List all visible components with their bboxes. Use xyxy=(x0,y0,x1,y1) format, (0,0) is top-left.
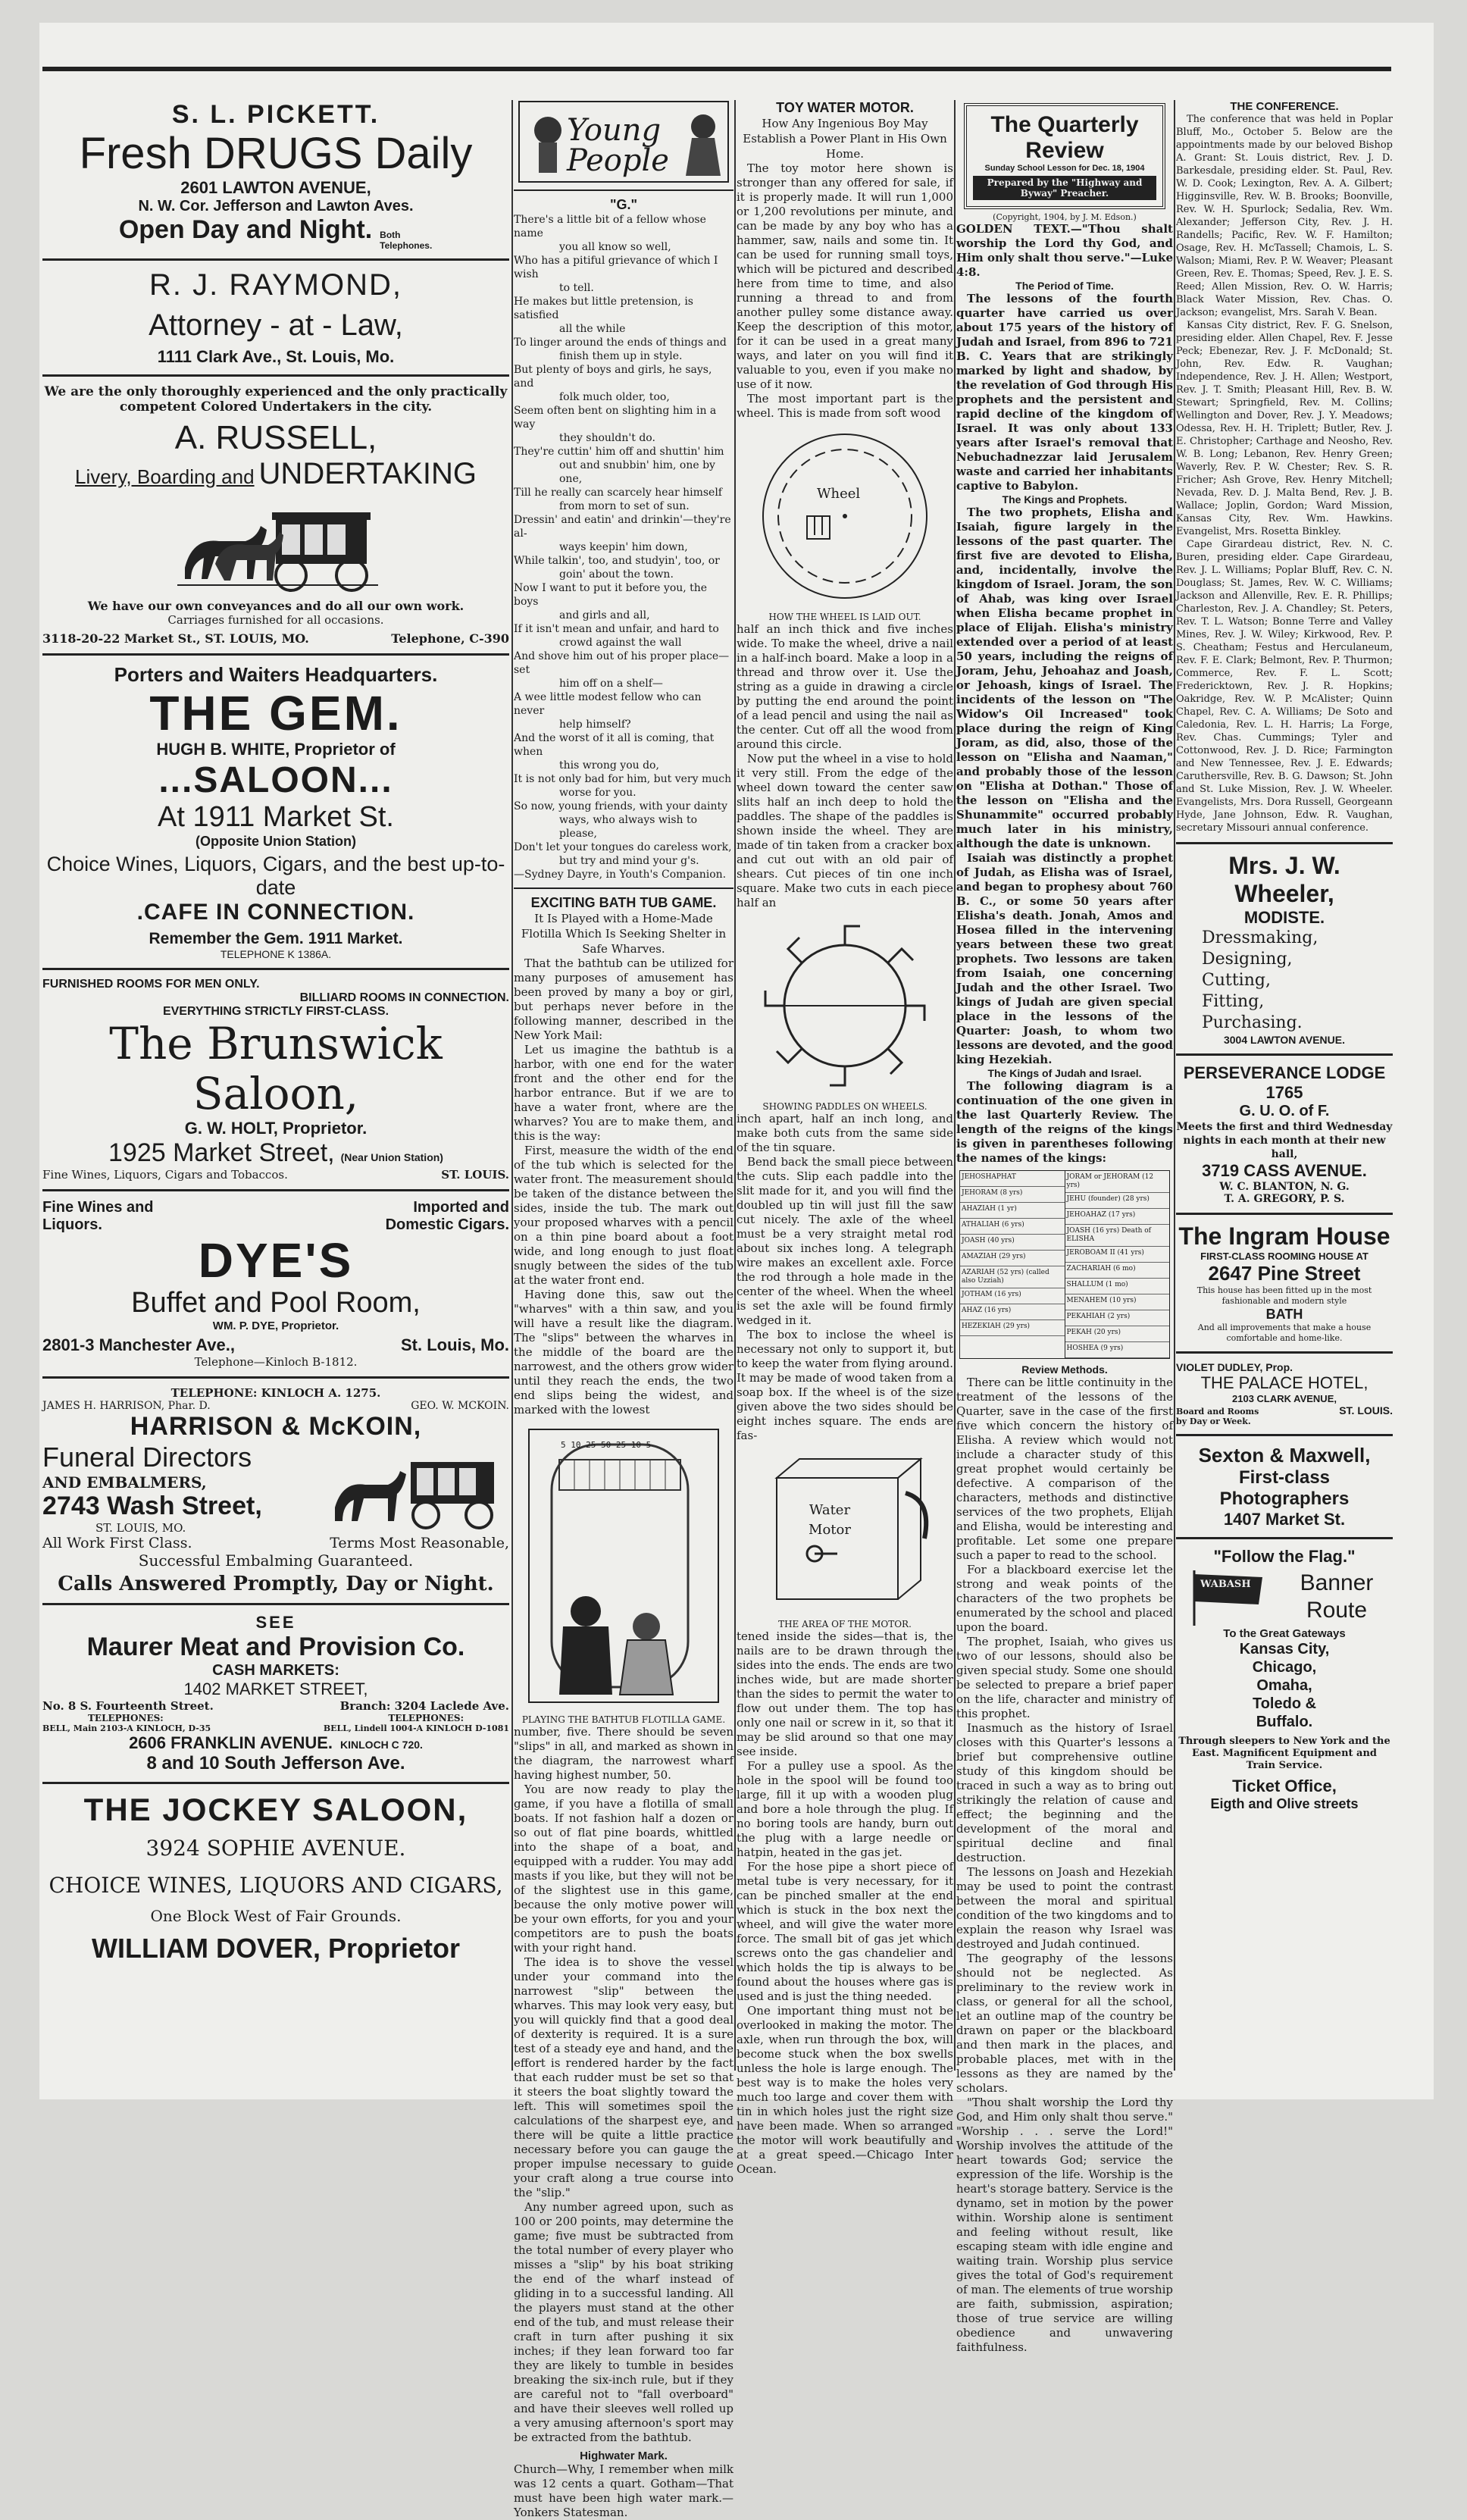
motor-caption: THE AREA OF THE MOTOR. xyxy=(778,1619,912,1629)
brunswick-near: (Near Union Station) xyxy=(340,1151,443,1163)
judah-king: JOASH (40 yrs) xyxy=(960,1235,1065,1251)
gem-proprietor: HUGH B. WHITE, Proprietor of xyxy=(156,740,396,759)
brunswick-fine: Fine Wines, Liquors, Cigars and Tobaccos. xyxy=(42,1168,288,1182)
poem-line: He makes but little pretension, is satisfied xyxy=(514,296,693,321)
wheeler-ad xyxy=(1176,852,1393,1046)
poem-line: from morn to set of sun. xyxy=(559,500,690,512)
wheeler-service: Cutting, xyxy=(1202,971,1271,990)
wheel-diagram xyxy=(737,425,953,607)
israel-king: MENAHEM (10 yrs) xyxy=(1065,1294,1170,1310)
poem-line: this wrong you do, xyxy=(559,759,659,772)
poem-line: goin' about the town. xyxy=(559,568,674,581)
harrison-right: GEO. W. MCKOIN. xyxy=(411,1400,509,1412)
harrison-left: JAMES H. HARRISON, Phar. D. xyxy=(42,1400,211,1412)
dye-city: St. Louis, Mo. xyxy=(401,1335,509,1354)
motor-p3: half an inch thick and five inches wide. To make the wheel, drive a nail in a half-inch board. Make a loop in a thread and throw over it. Use the string as a guide in drawing a circle by putting the end around the point of a lead pencil and using the nail as the center. Cut off all the wood from around this circle. xyxy=(737,622,953,751)
russell-note2: Carriages furnished for all occasions. xyxy=(167,613,384,627)
wabash-city: Omaha, xyxy=(1256,1677,1312,1694)
golden-text: GOLDEN TEXT.—"Thou shalt worship the Lord thy God, and Him only shalt thou serve."—Luke 4:8. xyxy=(956,222,1173,279)
review-p6: The geography of the lessons should not be neglected. As preliminary to the review work in class, or general for all the school, let an outline map of the country be drawn on paper or the blackboard and then mark in the places, and probable places, met with in the lessons as they are named by the scholars. xyxy=(956,1952,1173,2095)
israel-king: JEHOAHAZ (17 yrs) xyxy=(1065,1209,1170,1225)
raymond-name: R. J. RAYMOND, xyxy=(149,268,402,302)
judah-king: AHAZ (16 yrs) xyxy=(960,1304,1065,1320)
ingram-note: This house has been fitted up in the most fashionable and modern style xyxy=(1196,1285,1372,1306)
review-p1: There can be little continuity in the treatment of the lessons of the Quarter, save in the case of the first five which concern the history of Elisha. A review which would not include a character study of this great prophet would certainly be defective. A comparison of the characters, methods and distinctive services of the two prophets, Elijah and Elisha, would be interesting and profitable. Let some one prepare such a paper to read to the school. xyxy=(956,1376,1173,1562)
maurer-tel-left: TELEPHONES: xyxy=(88,1713,164,1723)
pickett-headline: Fresh DRUGS Daily xyxy=(79,129,473,178)
wabash-to: To the Great Gateways xyxy=(1223,1627,1346,1640)
pickett-corner: N. W. Cor. Jefferson and Lawton Aves. xyxy=(138,198,414,214)
harrison-name: HARRISON & McKOIN, xyxy=(130,1412,422,1441)
wabash-city: Kansas City, xyxy=(1239,1641,1330,1658)
isaiah-text: Isaiah was distinctly a prophet of Judah, as Elisha was of Israel, and began to prophesy about 760 B. C., or some 50 years after Elisha's death. Jonah, Amos and Hosea filled in the intervening years between these two great prophets. Two lessons are taken from Isaiah, one concerning Judah and the other Israel. Two kings of Judah are given special place in the lessons of the Quarter: Joash, to whom two lessons are devoted, and the good king Hezekiah. xyxy=(956,851,1173,1066)
dye-fine-left: Fine Wines and Liquors. xyxy=(42,1199,154,1233)
young-people-column xyxy=(514,100,734,2519)
bath-p2: Let us imagine the bathtub is a harbor, with one end for the water front and the other end for the harbor entrance. But if we are to have a water front, where are the wharves? You are to make them, and this is the way: xyxy=(514,1043,734,1143)
wabash-city: Buffalo. xyxy=(1256,1714,1313,1730)
poem-line: While talkin', too, and studyin', too, or xyxy=(514,555,720,567)
pickett-phones: Both Telephones. xyxy=(380,230,433,251)
wheel-label: Wheel xyxy=(817,486,861,502)
wheeler-address: 3004 LAWTON AVENUE. xyxy=(1223,1034,1345,1046)
sexton-address: 1407 Market St. xyxy=(1223,1510,1346,1529)
poem-line: they shouldn't do. xyxy=(559,432,655,444)
ingram-bath: BATH xyxy=(1265,1307,1303,1322)
top-rule xyxy=(42,67,1391,71)
wabash-ticket: Ticket Office, xyxy=(1232,1777,1337,1795)
gem-choice: Choice Wines, Liquors, Cigars, and the best up-to-date xyxy=(46,853,505,899)
kings-text: The two prophets, Elisha and Isaiah, figure largely in the lessons of the past quarter. The first five are devoted to Elisha, and, incidentally, involve the kingdom of Israel. Joram, the son of Ahab, was king over Israel when Elisha became prophet in place of Elijah. Elisha's ministry extended over a period of at least 50 years, including the reigns of Joram, Jehu, Jehoahaz and Joash, or Jehoash, kings of Israel. The incidents of the lesson on "The Widow's Oil Increased" took place during the reign of King Joram, as did, also, those of the lesson on "Elisha and Naaman," and probably those of the lesson on "Elisha at Dothan." Those of the lesson on "Elisha and the Shunammite" occurred probably much later in his ministry, although the date is unknown. xyxy=(956,506,1173,850)
poem-line: There's a little bit of a fellow whose name xyxy=(514,214,706,239)
poem-line: A wee little modest fellow who can never xyxy=(514,691,702,717)
brunswick-rooms: FURNISHED ROOMS FOR MEN ONLY. xyxy=(42,978,260,991)
poem-line: But plenty of boys and girls, he says, and xyxy=(514,364,712,390)
maurer-cash: CASH MARKETS: xyxy=(212,1662,339,1679)
motor-p9: For a pulley use a spool. As the hole in the spool will be found too large, fill it up with a wooden plug and bore a hole through the plug. If no boring tools are handy, burn out the plug with a large needle or hatpin, heated in the gas jet. xyxy=(737,1759,953,1859)
harrison-work: All Work First Class. xyxy=(42,1535,192,1551)
brunswick-city: ST. LOUIS. xyxy=(441,1168,509,1182)
russell-name: A. RUSSELL, xyxy=(174,419,377,456)
bath-p4: Having done this, saw out the "wharves" with a thin saw, and you will have a result like the diagram. The "slips" between the wharves in the middle of the board are the narrowest, and the others grow wider until they reach the ends, the two end slips being the widest, and marked with the lowest xyxy=(514,1288,734,1417)
poem-title: "G." xyxy=(609,197,638,212)
motor-headline: TOY WATER MOTOR. xyxy=(776,100,914,115)
israel-king: JEHU (founder) (28 yrs) xyxy=(1065,1193,1170,1209)
israel-king: JORAM or JEHORAM (12 yrs) xyxy=(1065,1171,1170,1193)
motor-p7: The box to inclose the wheel is necessary not only to support it, but to keep the water from flying around. It may be made of wood taken from a soap box. If the wheel is of the size given above the two sides should be eight inches square. The ends are fas- xyxy=(737,1328,953,1442)
poem-line: to tell. xyxy=(559,282,594,294)
palace-board: Board and Rooms by Day or Week. xyxy=(1176,1407,1259,1426)
lodge-officers-2: T. A. GREGORY, P. S. xyxy=(1224,1193,1345,1205)
hearse-illustration xyxy=(327,1447,509,1530)
bath-p8: Any number agreed upon, such as 100 or 200 points, may determine the game; five must be subtracted from the total number of every player who misses a "slip" by his boat striking the end of the wharf instead of gliding in to a successful landing. All the players must stand at the other end of the tub, and must release their craft in turn after pushing it six inches; if they lean forward too far they are likely to tumble in besides breaking the six-inch rule, but if they are careful not to "fall overboard" and have their sleeves well rolled up a very amusing afternoon's sport may be extracted from the bathtub. xyxy=(514,2200,734,2444)
dye-name: DYE'S xyxy=(198,1233,354,1288)
judah-king: JEHORAM (8 yrs) xyxy=(960,1187,1065,1203)
poem-line: but try and mind your g's. xyxy=(559,855,699,867)
judah-text: The following diagram is a continuation of the one given in the last Quarterly Review. The length of the reigns of the kings is given in parentheses following the names of the kings: xyxy=(956,1079,1173,1165)
wabash-flag-icon xyxy=(1187,1567,1270,1627)
sexton-name: Sexton & Maxwell, xyxy=(1198,1444,1371,1467)
review-head: Review Methods. xyxy=(1021,1363,1108,1376)
russell-tag: We are the only thoroughly experienced and the only practically competent Colored Undertakers in the city. xyxy=(44,384,508,415)
column-divider xyxy=(511,100,513,2071)
toy-motor-column xyxy=(737,100,953,2176)
conference-column xyxy=(1176,100,1393,2071)
column-divider xyxy=(734,100,736,2071)
maurer-jefferson: 8 and 10 South Jefferson Ave. xyxy=(146,1753,405,1773)
sexton-ad xyxy=(1176,1444,1393,1529)
russell-note1: We have our own conveyances and do all our own work. xyxy=(87,599,464,613)
maurer-see: SEE xyxy=(255,1613,296,1632)
judah-king: JEHOSHAPHAT xyxy=(960,1171,1065,1187)
lodge-name: PERSEVERANCE LODGE 1765 xyxy=(1183,1063,1386,1102)
judah-king: ATHALIAH (6 yrs) xyxy=(960,1219,1065,1235)
poem-line: worse for you. xyxy=(559,787,637,799)
period-head: The Period of Time. xyxy=(1015,280,1114,292)
poem-line: They're cuttin' him off and shuttin' him xyxy=(514,446,724,458)
poem-line: him off on a shelf— xyxy=(559,678,663,690)
israel-king: SHALLUM (1 mo) xyxy=(1065,1279,1170,1294)
harrison-guarantee: Successful Embalming Guaranteed. xyxy=(138,1551,414,1570)
judah-king: HEZEKIAH (29 yrs) xyxy=(960,1320,1065,1336)
gem-remember: Remember the Gem. 1911 Market. xyxy=(149,930,403,947)
israel-king: PEKAHIAH (2 yrs) xyxy=(1065,1310,1170,1326)
raymond-address: 1111 Clark Ave., St. Louis, Mo. xyxy=(157,347,395,366)
brunswick-name: The Brunswick Saloon, xyxy=(109,1018,443,1119)
israel-king: JEROBOAM II (41 yrs) xyxy=(1065,1247,1170,1263)
bath-p6: You are now ready to play the game, if you have a flotilla of small boats. If not fashion half a dozen or so out of flat pine boards, whittled into the shape of a boat, and equipped with a rudder. You may add masts if you like, but they will not be of the slightest use in this game, because the only motive power will be your own efforts, for you and your competitors are to push the boats with your right hand. xyxy=(514,1783,734,1955)
harrison-embalm: AND EMBALMERS, xyxy=(42,1473,207,1492)
palace-name: THE PALACE HOTEL, xyxy=(1200,1373,1368,1392)
poem-line: you all know so well, xyxy=(559,241,671,253)
poem-line: To linger around the ends of things and xyxy=(514,337,727,349)
gem-name: THE GEM. xyxy=(149,686,402,740)
palace-ad xyxy=(1176,1361,1393,1426)
gem-saloon: ...SALOON... xyxy=(158,760,393,800)
judah-king: JOTHAM (16 yrs) xyxy=(960,1288,1065,1304)
raymond-ad xyxy=(42,268,509,367)
motor-p2: The most important part is the wheel. This is made from soft wood xyxy=(737,392,953,420)
wabash-logo: WABASH xyxy=(1200,1579,1251,1590)
poem-line: Dressin' and eatin' and drinkin'—they're al- xyxy=(514,514,731,540)
gem-ad xyxy=(42,663,509,960)
israel-king: PEKAH (20 yrs) xyxy=(1065,1326,1170,1342)
pickett-address: 2601 LAWTON AVENUE, xyxy=(180,178,371,197)
harrison-ad xyxy=(42,1386,509,1595)
gem-cafe: .CAFE IN CONNECTION. xyxy=(136,900,415,925)
bath-p5: number, five. There should be seven "slips" in all, and marked as shown in the diagram, the narrowest wharf having highest number, 50. xyxy=(514,1725,734,1782)
column-divider xyxy=(954,100,956,2071)
motor-p8: tened inside the sides—that is, the nails are to be drawn through the sides into the ends. The ends are two inches wide, but are made shorter than the sides to permit the water to flow out under them. The top has only one nail or screw in it, so that it may be slid around so that one may see inside. xyxy=(737,1629,953,1758)
wabash-eighth: Eigth and Olive streets xyxy=(1210,1796,1359,1811)
israel-king: JOASH (16 yrs) Death of ELISHA xyxy=(1065,1225,1170,1247)
wheeler-service: Dressmaking, xyxy=(1202,928,1318,947)
harrison-city: ST. LOUIS, MO. xyxy=(95,1521,186,1535)
brunswick-first: EVERYTHING STRICTLY FIRST-CLASS. xyxy=(162,1005,389,1018)
gem-opposite: (Opposite Union Station) xyxy=(195,834,356,849)
wabash-through: Through sleepers to New York and the East. Magnificent Equipment and Train Service. xyxy=(1178,1736,1390,1771)
lodge-officers-1: W. C. BLANTON, N. G. xyxy=(1219,1181,1350,1193)
lodge-ad xyxy=(1176,1063,1393,1205)
motor-subhead: How Any Ingenious Boy May Establish a Power Plant in His Own Home. xyxy=(743,117,947,161)
motor-p11: One important thing must not be overlooked in making the motor. The axle, when run through the box, will become stuck when the box swells unless the hole is large enough. The best way is to make the holes very much too large and cover them with tin in which holes just the right size have been made. When so arranged the motor will work beautifully and at a great speed.—Chicago Inter Ocean. xyxy=(737,2004,953,2176)
wheeler-service: Fitting, xyxy=(1202,992,1265,1011)
gem-address: At 1911 Market St. xyxy=(158,801,394,833)
conference-text: The conference that was held in Poplar Bluff, Mo., October 5. Below are the appointments made by our beloved Bishop A. Grant: St. Louis district, Rev. J. D. Barkesdale, presiding elder. St. Paul, Rev. W. D. Cook; Lexington, Rev. A. A. Gilbert; Higginsville, Rev. W. B. Brooks; Boonville, Rev. W. H. Spurlock; Sedalia, Rev. Wm. Alexander; Jefferson City, Rev. J. H. Randells; Pacific, Rev. W. F. Hamilton; Osage, Rev. H. McTassell; Chamois, L. S. Walson; Miami, Rev. P. W. Weaver; Pleasant Green, Rev. E. Thomas; Speed, Rev. J. E. S. Reed; Allen Mission, Rev. O. W. Harris; Black Water Mission, Rev. Chas. O. Jackson; evangelist, Mrs. Sarah V. Bean. xyxy=(1176,114,1393,318)
wabash-city: Toledo & xyxy=(1252,1695,1317,1712)
conference-text-2: Kansas City district, Rev. F. G. Snelson, presiding elder. Allen Chapel, Rev. F. Jesse Peck; Ebenezar, Rev. J. F. McDonald; St. John, Rev. Edw. R. Vaughan; Independence, Rev. J. H. Allen; Westport, Rev. J. T. Smith; Pleasant Hill, Rev. B. W. Stewart; Springfield, Rev. M. Collins; Wellington and Dover, Rev. J. Y. Meadows; Odessa, Rev. H. H. Triplett; Butler, Rev. J. E. Christopher; Carthage and Neosho, Rev. W. B. Long; Lebanon, Rev. Henry Green; Waverly, Rev. P. W. Chester; Rev. S. R. Fricher; Ash Grove, Rev. Henry Mitchell; Nevada, Rev. D. J. Malta Bend, Rev. J. B. Wallace; Joplin, Gordon; Ward Mission, Kansas City, Rev. Wm. Hawkins. Evangelist, Mrs. Rosetta Binkley. xyxy=(1176,320,1393,537)
russell-ad xyxy=(42,384,509,646)
russell-address: 3118-20-22 Market St., ST. LOUIS, MO. xyxy=(42,631,309,646)
jockey-choice: CHOICE WINES, LIQUORS AND CIGARS, xyxy=(48,1873,503,1898)
pickett-name: S. L. PICKETT. xyxy=(171,100,380,129)
palace-prop: VIOLET DUDLEY, Prop. xyxy=(1176,1361,1293,1373)
judah-king: AHAZIAH (1 yr) xyxy=(960,1203,1065,1219)
poem-line: help himself? xyxy=(559,718,631,731)
conference-text-3: Cape Girardeau district, Rev. N. C. Buren, presiding elder. Cape Girardeau, Rev. J. L. Williams; Poplar Bluff, Rev. C. N. Douglass; St. James, Rev. W. C. Williams; Jackson and Allenville, Rev. E. R. Phillips; Charleston, Rev. J. A. Chandley; St. Peters, Rev. T. L. Watson; Bonne Terre and Valley Mines, Rev. J. W. Wiley; Kirkwood, Rev. P. S. Cheatham; Festus and Herculaneum, Rev. F. E. Clark; Belmont, Rev. P. Thurmon; Commerce, Rev. F. L. Scott; Fredericktown, Rev. J. R. Hopkins; Oakridge, Rev. W. P. McAlister; Quinn Chapel, Rev. C. A. Williams; De Soto and Caledonia, Rev. L. H. Harris; La Forge, Rev. Chas. Cummings; Tyler and Cottonwood, Rev. J. D. Rice; Farmington and New Tennessee, Rev. J. E. Edwards; Caruthersville, Rev. B. G. Dawson; St. John and St. Luke Mission, Rev. J. W. Wheeler. Evangelists, Mrs. Dora Russell, Georgeann Hyde, Jane Johnson, Edw. R. Vaughan, secretary Missouri annual conference. xyxy=(1176,539,1393,834)
poem-line: —Sydney Dayre, in Youth's Companion. xyxy=(514,869,727,881)
review-prep: Prepared by the "Highway and Byway" Preacher. xyxy=(973,176,1156,200)
maurer-phones-left: BELL, Main 2103-A KINLOCH, D-35 xyxy=(42,1723,211,1733)
highwater-text: Church—Why, I remember when milk was 12 cents a quart. Gotham—That must have been high water mark.—Yonkers Statesman. xyxy=(514,2462,734,2519)
poem-line: Seem often bent on slighting him in a way xyxy=(514,405,717,430)
wheeler-service: Designing, xyxy=(1202,950,1293,969)
maurer-branch: Branch: 3204 Laclede Ave. xyxy=(339,1699,509,1713)
conference-head: THE CONFERENCE. xyxy=(1230,100,1339,113)
pickett-ad xyxy=(42,100,509,251)
motor-p5: inch apart, half an inch long, and make both cuts from the same side of the tin square. xyxy=(737,1112,953,1154)
ingram-sub: FIRST-CLASS ROOMING HOUSE AT xyxy=(1200,1251,1368,1262)
motor-label: Water Motor xyxy=(809,1502,851,1538)
poem-line: Till he really can scarcely hear himself xyxy=(514,487,722,499)
russell-phone: Telephone, C-390 xyxy=(391,631,509,646)
lodge-meet: Meets the first and third Wednesday nights in each month at their new hall, xyxy=(1176,1121,1393,1160)
motor-box-diagram xyxy=(737,1448,953,1614)
review-p4: Inasmuch as the history of Israel closes with this Quarter's lessons a brief but comprehensive outline study of this kingdom should be traced in such a way as to bring out strikingly the relation of cause and effect; the beginning and the development of the moral and spiritual decline and final destruction. xyxy=(956,1721,1173,1864)
wheel-caption: HOW THE WHEEL IS LAID OUT. xyxy=(768,612,921,622)
wabash-banner: Banner Route xyxy=(1300,1570,1374,1623)
poem-line: And shove him out of his proper place—set xyxy=(514,650,730,676)
brunswick-street: 1925 Market Street, xyxy=(108,1138,335,1167)
brunswick-ad xyxy=(42,978,509,1182)
dye-sub: Buffet and Pool Room, xyxy=(131,1287,421,1319)
bath-headline: EXCITING BATH TUB GAME. xyxy=(530,895,717,910)
wheeler-title: MODISTE. xyxy=(1243,908,1325,927)
wheeler-name: Mrs. J. W. Wheeler, xyxy=(1228,852,1340,907)
raymond-title: Attorney - at - Law, xyxy=(149,308,403,342)
maurer-name: Maurer Meat and Provision Co. xyxy=(86,1633,465,1661)
bath-scores: 5 10 25 50 25 10 5 xyxy=(561,1440,652,1450)
ingram-note-2: And all improvements that make a house comfortable and home-like. xyxy=(1197,1323,1372,1343)
kings-chart xyxy=(959,1170,1170,1359)
wabash-city: Chicago, xyxy=(1252,1659,1317,1676)
maurer-franklin: 2606 FRANKLIN AVENUE. xyxy=(129,1733,333,1752)
jockey-prop: WILLIAM DOVER, Proprietor xyxy=(92,1933,460,1964)
review-p3: The prophet, Isaiah, who gives us two of our lessons, should also be given special study. Some one should be selected to prepare a brief paper on the life, character and ministry of this prophet. xyxy=(956,1635,1173,1720)
poem-line: all the while xyxy=(559,323,626,335)
wabash-flag: "Follow the Flag." xyxy=(1213,1547,1356,1566)
motor-p10: For the hose pipe a short piece of metal tube is very necessary, for it can be pinched smaller at the end which is stuck in the box next the wheel, and will give the water more force. The small bit of gas jet which screws onto the gas chandelier and which holds the tip is always to be found about the houses where gas is used and is just the thing needed. xyxy=(737,1860,953,2003)
jockey-name: THE JOCKEY SALOON, xyxy=(83,1792,468,1827)
ingram-address: 2647 Pine Street xyxy=(1208,1262,1361,1285)
wheeler-service: Purchasing. xyxy=(1202,1013,1303,1032)
review-sub: Sunday School Lesson for Dec. 18, 1904 xyxy=(984,164,1145,173)
kings-head: The Kings and Prophets. xyxy=(1002,493,1128,506)
dye-tel: Telephone—Kinloch B-1812. xyxy=(194,1355,358,1369)
maurer-kinloch: KINLOCH C 720. xyxy=(340,1739,423,1751)
gem-telephone: TELEPHONE K 1386A. xyxy=(220,948,332,960)
poem-line: It is not only bad for him, but very much xyxy=(514,773,732,785)
masthead-title: Young People xyxy=(567,113,669,178)
lodge-org: G. U. O. of F. xyxy=(1239,1103,1330,1119)
young-people-masthead xyxy=(514,100,734,183)
poem-line: out and snubbin' him, one by one, xyxy=(559,459,715,485)
bath-p7: The idea is to shove the vessel under your command into the narrowest "slip" between the wharves. This may look very easy, but you will quickly find that a good deal of dexterity is required. It is a sure test of a steady eye and hand, and the effort is rendered harder by the fact that each rudder must be set so that it steers the boat slightly toward the left. This will sometimes spoil the calculations of the sharpest eye, and there will be quite a little practice necessary before you can gauge the proper impulse necessary to guide your craft along a true course into the "slip." xyxy=(514,1955,734,2199)
quarterly-review-column xyxy=(956,100,1173,2354)
poem-line: folk much older, too, xyxy=(559,391,670,403)
bathtub-illustration xyxy=(514,1422,734,1710)
poem-line: crowd against the wall xyxy=(559,637,682,649)
brunswick-prop: G. W. HOLT, Proprietor. xyxy=(184,1119,368,1138)
maurer-ad xyxy=(42,1613,509,1774)
column-divider xyxy=(1174,100,1175,2071)
poem-line: Who has a pitiful grievance of which I wish xyxy=(514,255,718,280)
sexton-title: First-class Photographers xyxy=(1219,1467,1350,1509)
russell-business-right: UNDERTAKING xyxy=(258,457,477,490)
highwater-head: Highwater Mark. xyxy=(580,2450,668,2462)
maurer-phones-right: BELL, Lindell 1004-A KINLOCH D-1081 xyxy=(323,1723,509,1733)
harrison-calls: Calls Answered Promptly, Day or Night. xyxy=(58,1573,494,1595)
maurer-market: 1402 MARKET STREET, xyxy=(183,1679,368,1698)
jockey-block: One Block West of Fair Grounds. xyxy=(150,1907,402,1925)
russell-business-left: Livery, Boarding and xyxy=(74,465,255,488)
motor-p1: The toy motor here shown is stronger than any offered for sale, if it is properly made. It will run 1,000 or 1,200 revolutions per minute, and can be made by any boy who has a hammer, saw, nails and some tin. It can be used for running small toys, which will be pictured and described here from time to time, and also running a thread to and from another pulley some distance away. Keep the description of this motor, for it can be used in a great many ways, and later on you will find it valuable to you, even if you make no use of it now. xyxy=(737,161,953,391)
maurer-no: No. 8 S. Fourteenth Street. xyxy=(42,1699,214,1713)
harrison-tel: TELEPHONE: KINLOCH A. 1275. xyxy=(170,1386,381,1400)
lodge-address: 3719 CASS AVENUE. xyxy=(1202,1161,1367,1180)
review-p5: The lessons on Joash and Hezekiah may be used to point the contrast between the moral and spiritual condition of the two kingdoms and to explain the reason why Israel was destroyed and Judah continued. xyxy=(956,1865,1173,1951)
poem-line: finish them up in style. xyxy=(559,350,683,362)
ingram-name: The Ingram House xyxy=(1178,1222,1390,1250)
dye-address: 2801-3 Manchester Ave., xyxy=(42,1335,235,1354)
bath-p3: First, measure the width of the end of the tub which is selected for the water front. The measurement should be taken of the distance between the sides, inside the tub. The mark out your proposed wharves with a pencil on a thin pine board about a foot wide, and long enough to just float snugly between the sides of the tub at the water front end. xyxy=(514,1144,734,1287)
motor-p6: Bend back the small piece between the cuts. Slip each paddle into the slit made for it, and you will find the doubled up tin will just fill the saw cut nicely. The axle of the wheel must be a very straight metal rod about six inches long. A telegraph wire makes an excellent axle. Force the rod through a hole made in the center of the wheel. When the wheel is set the axle will be found firmly wedged in it. xyxy=(737,1155,953,1327)
motor-p4: Now put the wheel in a vise to hold it very still. From the edge of the wheel down toward the center saw slits half an inch deep to hold the paddles. The shape of the paddles is shown inside the wheel. They are made of tin taken from a cracker box and cut out with an old pair of shears. Cut pieces of tin one inch square. Make two cuts in each piece half an xyxy=(737,752,953,909)
dye-prop: WM. P. DYE, Proprietor. xyxy=(212,1319,339,1332)
bath-subhead: It Is Played with a Home-Made Flotilla Which Is Seeking Shelter in Safe Wharves. xyxy=(521,912,727,956)
dye-fine-right: Imported and Domestic Cigars. xyxy=(385,1199,509,1233)
jockey-address: 3924 SOPHIE AVENUE. xyxy=(145,1836,406,1861)
paddle-caption: SHOWING PADDLES ON WHEELS. xyxy=(762,1101,927,1112)
poem-line: So now, young friends, with your dainty xyxy=(514,800,728,812)
poem-line: And the worst of it all is coming, that when xyxy=(514,732,715,758)
bath-caption: PLAYING THE BATHTUB FLOTILLA GAME. xyxy=(521,1714,726,1725)
israel-king: HOSHEA (9 yrs) xyxy=(1065,1342,1170,1358)
poem-body xyxy=(514,213,734,881)
harrison-terms: Terms Most Reasonable, xyxy=(330,1535,509,1551)
review-p2: For a blackboard exercise let the strong and weak points of the characters of the two prophets be enumerated by the school and placed upon the board. xyxy=(956,1563,1173,1634)
hearse-illustration xyxy=(42,496,509,594)
israel-king: ZACHARIAH (6 mo) xyxy=(1065,1263,1170,1279)
wabash-ad xyxy=(1176,1547,1393,1812)
bath-p1: That the bathtub can be utilized for many purposes of amusement has been proved by many a boy or girl, but perhaps never before in the following manner, described in the New York Mail: xyxy=(514,956,734,1042)
judah-head: The Kings of Judah and Israel. xyxy=(987,1067,1142,1079)
poem-line: ways, who always wish to please, xyxy=(559,814,698,840)
review-title: The Quarterly Review xyxy=(990,112,1139,163)
harrison-title: Funeral Directors xyxy=(42,1442,252,1473)
gem-tag: Porters and Waiters Headquarters. xyxy=(114,663,438,686)
period-text: The lessons of the fourth quarter have carried us over about 175 years of the history of Judah and Israel, from 896 to 721 B. C. Years that are strikingly marked by light and shadow, by the revelation of God through His prophets and the persistent and rapid decline of the kingdom of Israel. It was only about 133 years after Israel's removal that Nebuchadnezzar laid Jerusalem waste and carried her inhabitants captive to Babylon. xyxy=(956,292,1173,493)
poem-line: ways keepin' him down, xyxy=(559,541,688,553)
brunswick-billiard: BILLIARD ROOMS IN CONNECTION. xyxy=(299,991,509,1004)
poem-line: Don't let your tongues do careless work, xyxy=(514,841,732,853)
pickett-open: Open Day and Night. xyxy=(118,215,373,244)
advertisement-column xyxy=(42,100,509,2071)
palace-city: ST. LOUIS. xyxy=(1339,1404,1393,1417)
ingram-ad xyxy=(1176,1222,1393,1344)
review-p7: "Thou shalt worship the Lord thy God, and Him only shalt thou serve." "Worship . . . serve the Lord!" Worship involves the attitude of the heart towards God; service the expression of the life. Worship is the heart's storage battery. Service is the dynamo, set in motion by the power within. Worship alone is sentiment and feeling without result, like escaping steam with idle engine and waiting train. Worship plus service gives the total of God's requirement of man. The elements of true worship are faith, submission, aspiration; those of true service are willing obedience and unwavering faithfulness. xyxy=(956,2096,1173,2354)
quarterly-review-box xyxy=(964,103,1165,209)
jockey-ad xyxy=(42,1792,509,1964)
poem-line: and girls and all, xyxy=(559,609,650,621)
palace-address: 2103 CLARK AVENUE, xyxy=(1232,1393,1337,1404)
paddle-diagram xyxy=(737,915,953,1097)
judah-king: AMAZIAH (29 yrs) xyxy=(960,1251,1065,1266)
harrison-street: 2743 Wash Street, xyxy=(42,1492,262,1520)
copyright: (Copyright, 1904, by J. M. Edson.) xyxy=(993,212,1137,222)
dye-ad xyxy=(42,1199,509,1369)
maurer-tel-right: TELEPHONES: xyxy=(388,1713,464,1723)
poem-line: If it isn't mean and unfair, and hard to xyxy=(514,623,719,635)
poem-line: Now I want to put it before you, the boys xyxy=(514,582,708,608)
judah-king: AZARIAH (52 yrs) (called also Uzziah) xyxy=(960,1266,1065,1288)
